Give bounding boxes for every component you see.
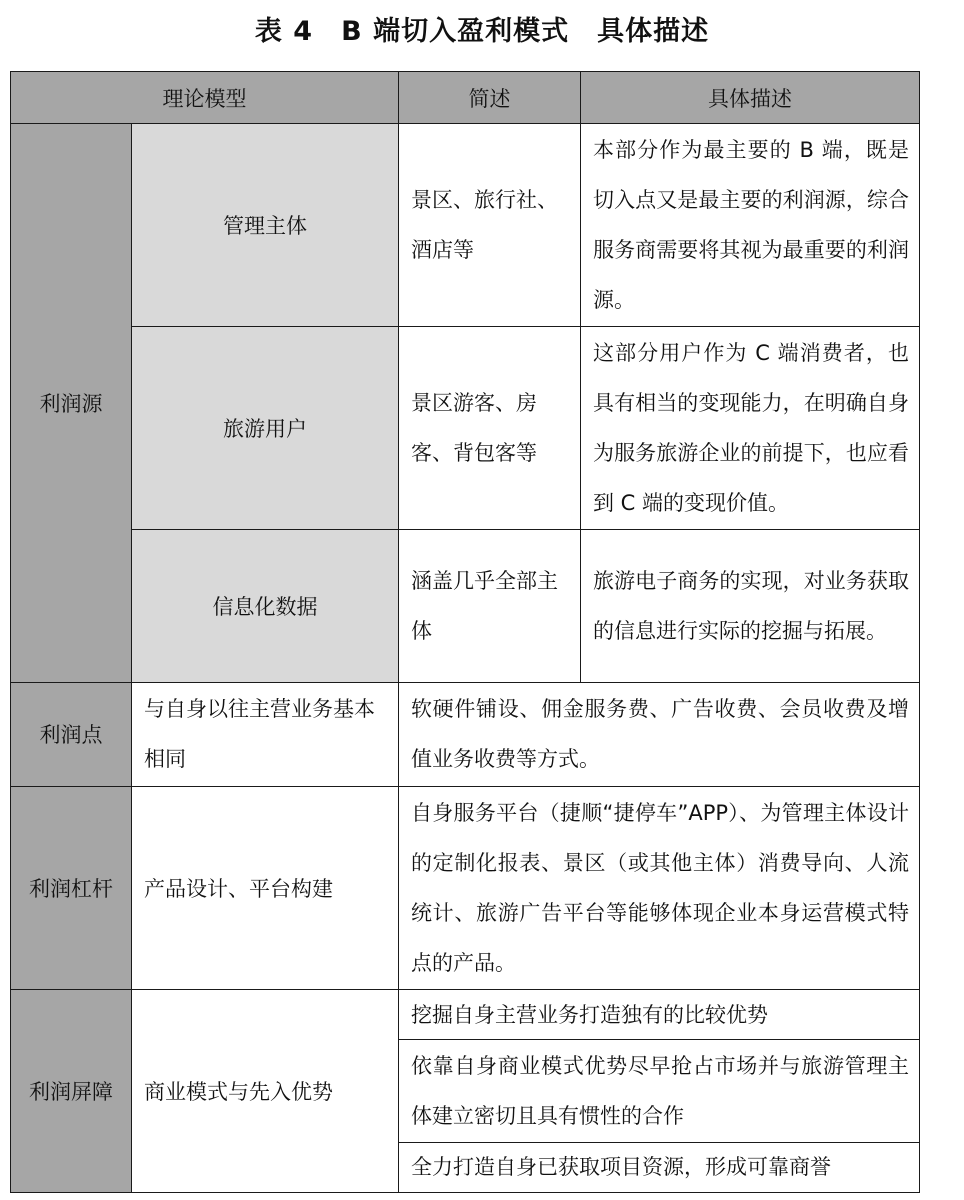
barrier-item: 依靠自身商业模式优势尽早抢占市场并与旅游管理主体建立密切且具有惯性的合作 xyxy=(399,1040,920,1142)
table-row xyxy=(11,990,920,1040)
barrier-item: 全力打造自身已获取项目资源，形成可靠商誉 xyxy=(399,1142,920,1192)
brief-cell: 景区游客、房客、背包客等 xyxy=(399,327,581,530)
detail-cell: 旅游电子商务的实现，对业务获取的信息进行实际的挖掘与拓展。 xyxy=(581,530,920,683)
detail-cell: 自身服务平台（捷顺“捷停车”APP）、为管理主体设计的定制化报表、景区（或其他主体）消费导向、人流统计、旅游广告平台等能够体现企业本身运营模式特点的产品。 xyxy=(399,787,920,990)
sub-model-cell: 旅游用户 xyxy=(132,327,399,530)
header-row xyxy=(11,72,920,124)
profit-point-label: 利润点 xyxy=(11,682,132,786)
table-row xyxy=(11,124,920,327)
detail-cell: 软硬件铺设、佣金服务费、广告收费、会员收费及增值业务收费等方式。 xyxy=(399,682,920,786)
sub-model-cell: 信息化数据 xyxy=(132,530,399,683)
profit-model-table xyxy=(10,71,920,1193)
brief-cell: 商业模式与先入优势 xyxy=(132,990,399,1193)
sub-model-cell: 管理主体 xyxy=(132,124,399,327)
table-row xyxy=(11,327,920,530)
table-row xyxy=(11,787,920,990)
brief-cell: 产品设计、平台构建 xyxy=(132,787,399,990)
header-brief: 简述 xyxy=(399,72,581,124)
table-row xyxy=(11,530,920,683)
detail-cell: 这部分用户作为 C 端消费者，也具有相当的变现能力，在明确自身为服务旅游企业的前提下，也应看到 C 端的变现价值。 xyxy=(581,327,920,530)
profit-barrier-label: 利润屏障 xyxy=(11,990,132,1193)
header-detail: 具体描述 xyxy=(581,72,920,124)
barrier-item: 挖掘自身主营业务打造独有的比较优势 xyxy=(399,990,920,1040)
brief-cell: 涵盖几乎全部主体 xyxy=(399,530,581,683)
profit-lever-label: 利润杠杆 xyxy=(11,787,132,990)
table-title: 表 4 B 端切入盈利模式 具体描述 xyxy=(254,16,710,47)
detail-cell: 本部分作为最主要的 B 端，既是切入点又是最主要的利润源，综合服务商需要将其视为最重要的利润源。 xyxy=(581,124,920,327)
table-row xyxy=(11,682,920,786)
header-model: 理论模型 xyxy=(11,72,399,124)
brief-cell: 景区、旅行社、酒店等 xyxy=(399,124,581,327)
brief-cell: 与自身以往主营业务基本相同 xyxy=(132,682,399,786)
profit-source-label: 利润源 xyxy=(11,124,132,682)
